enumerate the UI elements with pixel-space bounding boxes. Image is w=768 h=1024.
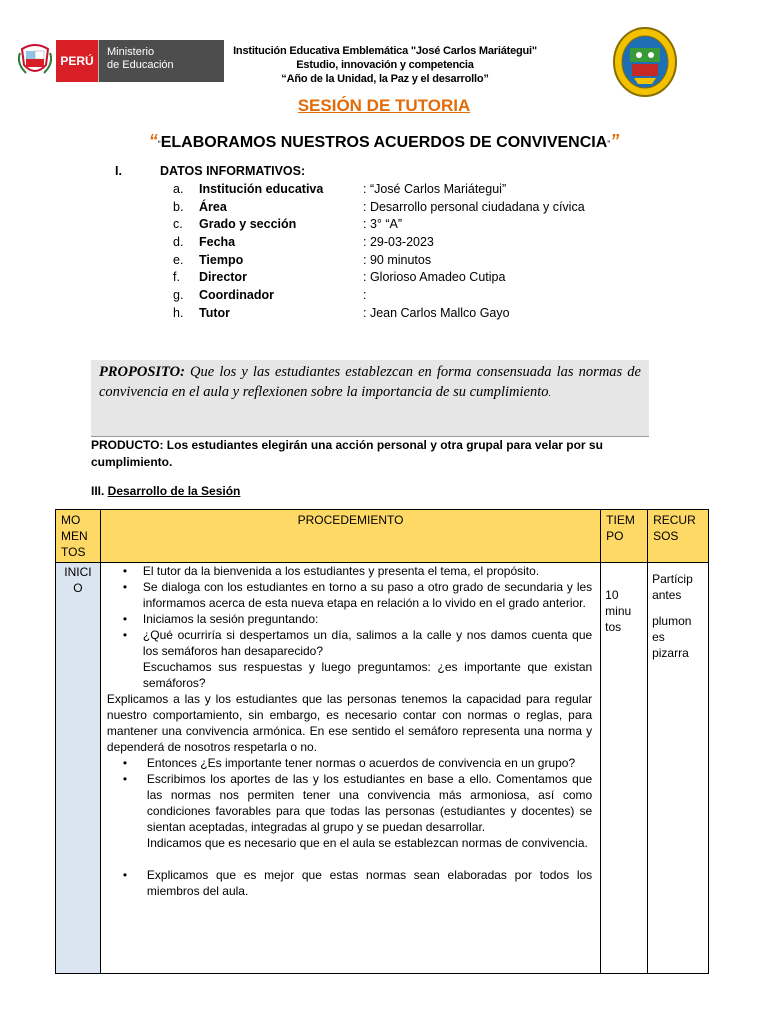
main-title: ““ELABORAMOS NUESTROS ACUERDOS DE CONVIVENCIA”” — [148, 131, 620, 151]
header-tiempo: TIEM PO — [601, 510, 648, 563]
info-row: d. Fecha : 29-03-2023 — [173, 235, 434, 249]
peru-label: PERÚ — [56, 40, 98, 82]
proposito-label: PROPOSITO: — [99, 364, 185, 380]
paragraph: Explicamos a las y los estudiantes que las personas tenemos la capacidad para regular nuestro comportamiento, sin embargo, es necesario contar con normas o reglas, para mantener una convivencia armónica. En ese sentido el semáforo representa una norma y dependerá de nosotros respetarla o no. — [106, 692, 593, 754]
session-table — [55, 509, 709, 974]
info-row: c. Grado y sección : 3° “A” — [173, 217, 403, 231]
info-row: g.Coordinador : — [173, 288, 367, 302]
list-item: • ¿Qué ocurriría si despertamos un día, salimos a la calle y nos damos cuenta que los semáforos han desaparecido? — [122, 628, 593, 658]
info-row: b. Área : Desarrollo personal ciudadana y cívica — [173, 200, 585, 214]
table-row — [56, 563, 709, 974]
producto-text: PRODUCTO: Los estudiantes elegirán una acción personal y otra grupal para velar por su cumplimiento. — [91, 438, 603, 469]
school-seal-icon — [612, 26, 678, 98]
section-heading: I. DATOS INFORMATIVOS: — [115, 164, 306, 178]
list-item: • Entonces ¿Es importante tener normas o acuerdos de convivencia en un grupo? — [122, 756, 576, 770]
header-recursos: RECUR SOS — [648, 510, 709, 563]
info-row: h. Tutor : Jean Carlos Mallco Gayo — [173, 306, 510, 320]
header-procedimiento: PROCEDEMIENTO — [100, 510, 600, 563]
session-title: SESIÓN DE TUTORIA — [297, 96, 471, 115]
header-momentos: MO MEN TOS — [56, 510, 101, 563]
ministry-name: Ministerio de Educación — [98, 40, 224, 82]
institution-name: Institución Educativa Emblemática "José Carlos Mariátegui" — [233, 45, 537, 57]
momento-cell: INICI O — [56, 563, 101, 974]
info-row: f. Director : Glorioso Amadeo Cutipa — [173, 270, 506, 284]
list-item: • El tutor da la bienvenida a los estudiantes y presenta el tema, el propósito. — [122, 564, 540, 578]
list-item: • Explicamos que es mejor que estas normas sean elaboradas por todos los miembros del aula. — [122, 868, 593, 898]
proposito-box: PROPOSITO: Que los y las estudiantes establezcan en forma consensuada las normas de convivencia en el aula y reflexionen sobre la importancia de su cumplimiento. — [91, 360, 649, 437]
procedimiento-cell — [100, 563, 600, 974]
peru-shield-icon — [14, 40, 56, 82]
table-header-row — [56, 510, 709, 563]
info-row: e. Tiempo : 90 minutos — [173, 253, 432, 267]
indented-text: Escuchamos sus respuestas y luego preguntamos: ¿es importante que existan semáforos? — [142, 660, 593, 690]
ministry-logo — [14, 40, 224, 82]
proposito-text: Que los y las estudiantes establezcan en forma consensuada las normas de convivencia en el aula y reflexionen sobre la importancia de su cumplimiento — [99, 364, 641, 400]
list-item: • Escribimos los aportes de las y los estudiantes en base a ello. Comentamos que las normas nos permiten tener una convivencia más armoniosa, así como condiciones favorables para que todas las personas (estudiantes y docentes) se sientan aceptadas, integradas al grupo y se puedan desarrollar. — [122, 772, 593, 834]
info-row: a. Institución educativa : “José Carlos Mariátegui” — [173, 182, 507, 196]
institution-motto: Estudio, innovación y competencia — [296, 59, 474, 71]
section-iii-heading: III. Desarrollo de la Sesión — [91, 484, 241, 498]
recursos-cell: Partícip antes plumon es pizarra — [648, 563, 709, 974]
tiempo-cell: 10 minu tos — [601, 563, 648, 974]
institution-header — [215, 44, 555, 86]
year-motto: “Año de la Unidad, la Paz y el desarrollo” — [281, 73, 489, 85]
list-item: • Iniciamos la sesión preguntando: — [122, 612, 319, 626]
paragraph: Indicamos que es necesario que en el aula se establezcan normas de convivencia. — [146, 836, 588, 850]
list-item: • Se dialoga con los estudiantes en torno a su paso a otro grado de secundaria y les informamos acerca de esta nueva etapa en relación a lo vivido en el grado anterior. — [122, 580, 593, 610]
